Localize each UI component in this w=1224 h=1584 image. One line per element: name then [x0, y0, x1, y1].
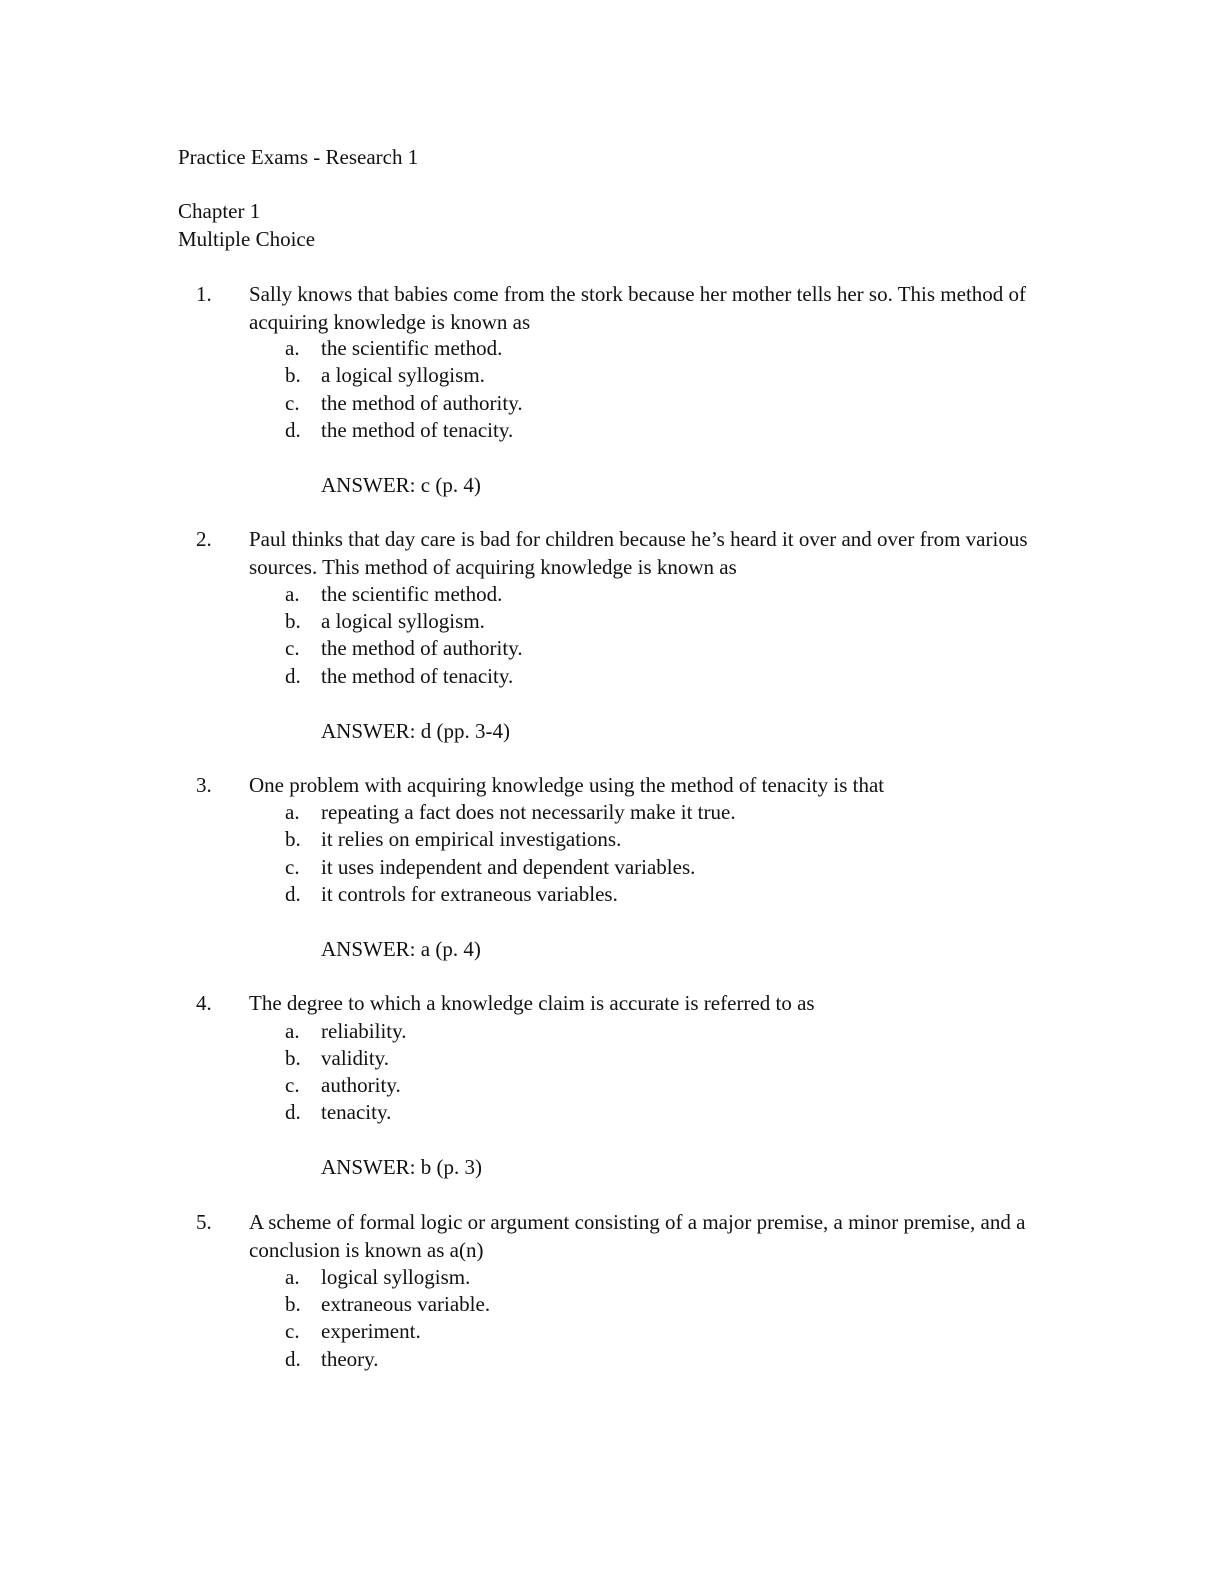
question-text: The degree to which a knowledge claim is accurate is referred to as [249, 991, 815, 1015]
option-letter: c. [285, 855, 300, 879]
option-text: repeating a fact does not necessarily make it true. [321, 800, 736, 824]
question-text: One problem with acquiring knowledge using the method of tenacity is that [249, 773, 885, 797]
option-text: extraneous variable. [321, 1292, 491, 1316]
question-text: Sally knows that babies come from the stork because her mother tells her so. This method of acquiring knowledge is known as [249, 282, 1027, 334]
option-letter: a. [285, 1265, 300, 1289]
answer-key: ANSWER: b (p. 3) [321, 1155, 482, 1179]
question-number: 4. [196, 991, 212, 1015]
option-text: experiment. [321, 1319, 421, 1343]
answer-key: ANSWER: d (pp. 3-4) [321, 719, 510, 743]
option-text: it relies on empirical investigations. [321, 827, 622, 851]
option-letter: c. [285, 636, 300, 660]
question-number: 5. [196, 1210, 212, 1234]
option-letter: b. [285, 1046, 301, 1070]
document-title: Practice Exams - Research 1 [178, 145, 419, 169]
option-letter: d. [285, 882, 301, 906]
option-letter: b. [285, 827, 301, 851]
question-text: A scheme of formal logic or argument consisting of a major premise, a minor premise, and a conclusion is known as a(n) [249, 1210, 1026, 1262]
option-text: it controls for extraneous variables. [321, 882, 618, 906]
question-text: Paul thinks that day care is bad for children because he’s heard it over and over from various sources. This method of acquiring knowledge is known as [249, 527, 1028, 579]
option-letter: a. [285, 336, 300, 360]
option-letter: c. [285, 1073, 300, 1097]
option-text: the scientific method. [321, 336, 503, 360]
option-letter: c. [285, 391, 300, 415]
option-text: a logical syllogism. [321, 363, 485, 387]
answer-key: ANSWER: a (p. 4) [321, 937, 481, 961]
question-number: 2. [196, 527, 212, 551]
option-text: reliability. [321, 1019, 407, 1043]
option-text: theory. [321, 1347, 379, 1371]
option-text: logical syllogism. [321, 1265, 471, 1289]
option-letter: a. [285, 800, 300, 824]
option-text: a logical syllogism. [321, 609, 485, 633]
option-text: the method of authority. [321, 636, 523, 660]
option-letter: d. [285, 1100, 301, 1124]
question-number: 1. [196, 282, 212, 306]
option-text: the scientific method. [321, 582, 503, 606]
option-letter: c. [285, 1319, 300, 1343]
option-letter: d. [285, 1347, 301, 1371]
option-letter: b. [285, 1292, 301, 1316]
option-text: validity. [321, 1046, 390, 1070]
question-number: 3. [196, 773, 212, 797]
option-letter: a. [285, 1019, 300, 1043]
option-letter: a. [285, 582, 300, 606]
option-letter: d. [285, 418, 301, 442]
option-text: tenacity. [321, 1100, 392, 1124]
option-text: the method of tenacity. [321, 418, 514, 442]
section-heading: Multiple Choice [178, 227, 316, 251]
option-text: it uses independent and dependent variables. [321, 855, 696, 879]
option-letter: d. [285, 664, 301, 688]
option-text: the method of tenacity. [321, 664, 514, 688]
option-text: authority. [321, 1073, 401, 1097]
chapter-heading: Chapter 1 [178, 199, 261, 223]
answer-key: ANSWER: c (p. 4) [321, 473, 481, 497]
option-letter: b. [285, 609, 301, 633]
option-letter: b. [285, 363, 301, 387]
option-text: the method of authority. [321, 391, 523, 415]
